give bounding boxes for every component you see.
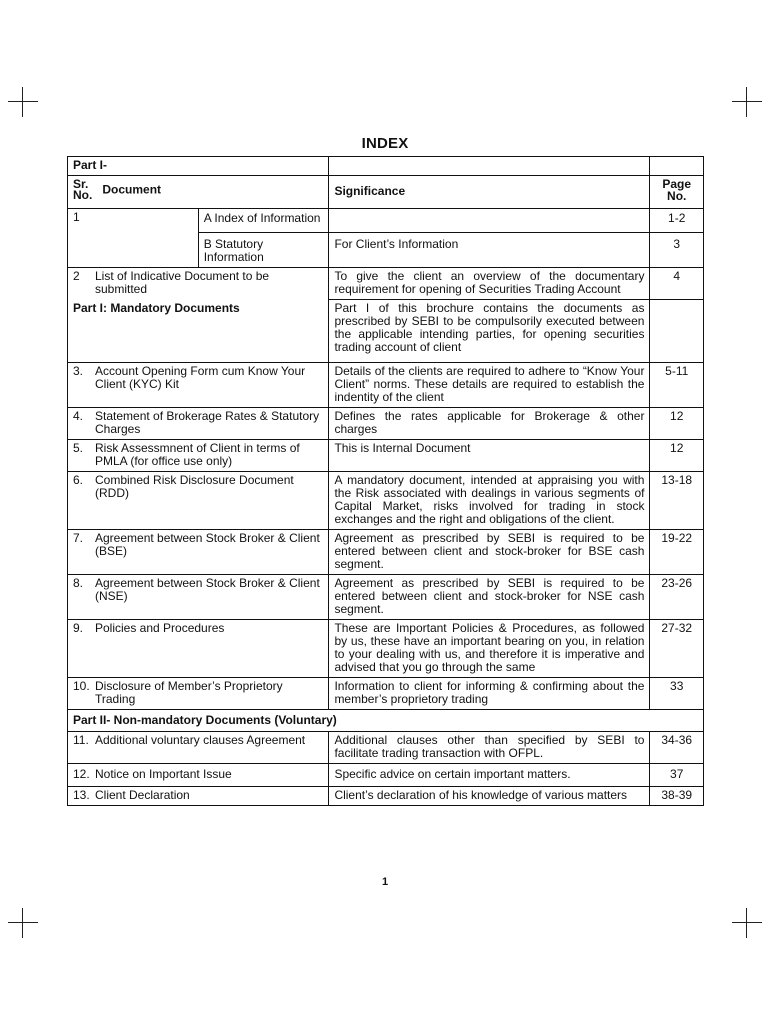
row1-sig-a: [329, 209, 650, 233]
table-row: [68, 363, 704, 408]
table-row: [68, 732, 704, 764]
table-row: [68, 268, 704, 300]
row-no: 8.: [73, 576, 84, 590]
table-row: [68, 472, 704, 530]
table-row: [68, 530, 704, 575]
row-page: 37: [650, 764, 704, 787]
row-page: 23-26: [650, 575, 704, 620]
row-page: 34-36: [650, 732, 704, 764]
table-row: [68, 764, 704, 787]
row-page: 38-39: [650, 787, 704, 806]
header-page-no: Page No.: [650, 176, 704, 209]
row-sig: Specific advice on certain important matters.: [329, 764, 650, 787]
crop-mark-top-left: [8, 87, 38, 117]
row1-no: 1: [68, 209, 199, 268]
row-doc: Statement of Brokerage Rates & Statutory Charges: [95, 409, 320, 436]
row-page: 33: [650, 678, 704, 710]
row-sig: Defines the rates applicable for Brokerage & other charges: [329, 408, 650, 440]
row-no: 13.: [73, 788, 90, 802]
row2-page: 4: [650, 268, 704, 300]
row-sig: Client’s declaration of his knowledge of various matters: [329, 787, 650, 806]
row-no: 10.: [73, 679, 90, 693]
part1-label: Part I-: [68, 157, 329, 176]
header-sr-document: [68, 176, 329, 209]
row-sig: This is Internal Document: [329, 440, 650, 472]
part2-row: [68, 710, 704, 732]
row-doc: Agreement between Stock Broker & Client (BSE): [95, 531, 320, 558]
crop-mark-bottom-left: [8, 908, 38, 938]
row1-page-b: 3: [650, 233, 704, 268]
part2-label: Part II- Non-mandatory Documents (Voluntary): [68, 710, 704, 732]
page-title: INDEX: [361, 135, 409, 152]
table-row: [68, 678, 704, 710]
row-sig: Agreement as prescribed by SEBI is required to be entered between client and stock-broker for BSE cash segment.: [329, 530, 650, 575]
row-page: 19-22: [650, 530, 704, 575]
crop-mark-bottom-right: [732, 908, 762, 938]
row2-doc: List of Indicative Document to be submitted: [95, 269, 270, 296]
row1-sig-b: For Client’s Information: [329, 233, 650, 268]
row-no: 5.: [73, 441, 84, 455]
page-number: 1: [381, 876, 389, 888]
header-sr-no: Sr. No.: [73, 177, 93, 202]
row-page: 5-11: [650, 363, 704, 408]
row-no: 11.: [73, 733, 89, 747]
row-sig: Agreement as prescribed by SEBI is required to be entered between client and stock-broker for NSE cash segment.: [329, 575, 650, 620]
row-no: 3.: [73, 364, 84, 378]
row-sig: Details of the clients are required to adhere to “Know Your Client” norms. These details are required to establish the indentity of the client: [329, 363, 650, 408]
row-doc: Notice on Important Issue: [95, 767, 232, 781]
crop-mark-top-right: [732, 87, 762, 117]
table-row: [68, 440, 704, 472]
header-document: Document: [102, 182, 162, 197]
row-doc: Account Opening Form cum Know Your Client (KYC) Kit: [95, 364, 306, 391]
row2-no: 2: [73, 269, 80, 283]
row-no: 7.: [73, 531, 84, 545]
row1-page-a: 1-2: [650, 209, 704, 233]
row-doc: Agreement between Stock Broker & Client (NSE): [95, 576, 320, 603]
row-doc: Additional voluntary clauses Agreement: [95, 733, 306, 747]
table-row: [68, 408, 704, 440]
row-page: 13-18: [650, 472, 704, 530]
row-doc: Disclosure of Member’s Proprietory Trading: [95, 679, 283, 706]
row-sig: A mandatory document, intended at appraising you with the Risk associated with dealings in various segments of Capital Market, risks involved for trading in stock exchanges and the right and obligations of the client.: [329, 472, 650, 530]
row-sig: These are Important Policies & Procedures, as followed by us, these have an important bearing on you, in relation to your dealing with us, and therefore it is imperative and advised that you go through the same: [329, 620, 650, 678]
row-doc: Risk Assessmnent of Client in terms of PMLA (for office use only): [95, 441, 300, 468]
header-significance: Significance: [329, 176, 650, 209]
mandatory-label: Part I: Mandatory Documents: [68, 300, 329, 363]
row-doc: Client Declaration: [95, 788, 190, 802]
row-page: 27-32: [650, 620, 704, 678]
row1-doc-b: B Statutory Information: [198, 233, 329, 268]
row2-sig: To give the client an overview of the documentary requirement for opening of Securities Trading Account: [329, 268, 650, 300]
row1-doc-a: A Index of Information: [198, 209, 329, 233]
row-sig: Information to client for informing & confirming about the member’s proprietory trading: [329, 678, 650, 710]
table-row: [68, 209, 704, 233]
mandatory-sig: Part I of this brochure contains the documents as prescribed by SEBI to be compulsorily executed between the applicable intending parties, for opening securities trading account of client: [329, 300, 650, 363]
mandatory-row: [68, 300, 704, 363]
row-page: 12: [650, 408, 704, 440]
header-row: [68, 176, 704, 209]
table-row: [68, 787, 704, 806]
table-row: [68, 620, 704, 678]
row-doc: Policies and Procedures: [95, 621, 225, 635]
table-row: [68, 575, 704, 620]
row-doc: Combined Risk Disclosure Document (RDD): [95, 473, 294, 500]
row-page: 12: [650, 440, 704, 472]
index-table: [67, 156, 704, 806]
row-no: 12.: [73, 767, 90, 781]
row-sig: Additional clauses other than specified by SEBI to facilitate trading transaction with OFPL.: [329, 732, 650, 764]
row-no: 9.: [73, 621, 84, 635]
part1-row: [68, 157, 704, 176]
row-no: 6.: [73, 473, 84, 487]
row-no: 4.: [73, 409, 84, 423]
